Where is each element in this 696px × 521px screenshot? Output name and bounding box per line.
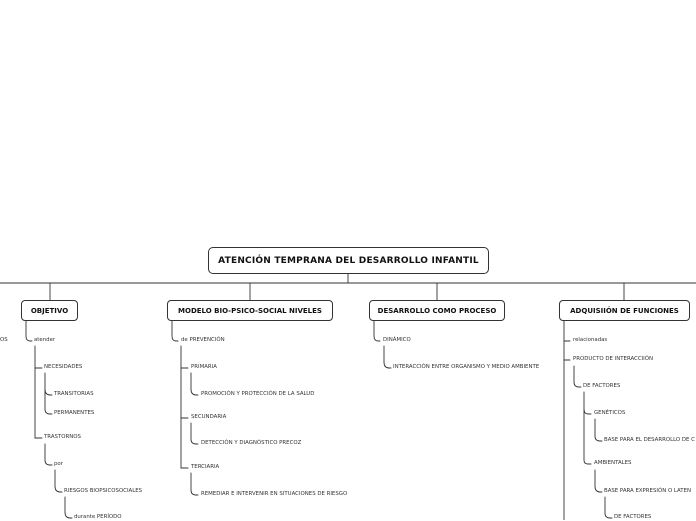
subtopic-ambientales[interactable]: AMBIENTALES (594, 460, 632, 466)
latencia-branch (605, 497, 612, 518)
por-branch (55, 470, 62, 492)
subtopic-deteccion-diagnostico[interactable]: DETECCIÓN Y DIAGNÓSTICO PRECOZ (201, 440, 302, 446)
subtopic-relacionadas[interactable]: relacionadas (573, 337, 608, 343)
subtopic-promocion-salud[interactable]: PROMOCIÓN Y PROTECCIÓN DE LA SALUD (201, 391, 315, 397)
atender-trunk (35, 346, 42, 438)
subtopic-interaccion-organismo[interactable]: INTERACCIÓN ENTRE ORGANISMO Y MEDIO AMBIENTE (393, 364, 540, 370)
topic-objetivo[interactable]: OBJETIVO (21, 300, 78, 321)
root-topic[interactable]: ATENCIÓN TEMPRANA DEL DESARROLLO INFANTIL (208, 247, 489, 274)
subtopic-secundaria[interactable]: SECUNDARIA (191, 414, 227, 420)
prevencion-trunk (181, 346, 188, 468)
secundaria-branch (191, 423, 198, 444)
primaria-branch (191, 373, 198, 395)
subtopic-durante-periodo[interactable]: durante PERÍODO (74, 514, 122, 520)
subtopic-riesgos-biopsicosociales[interactable]: RIESGOS BIOPSICOSOCIALES (64, 488, 143, 494)
subtopic-dinamico[interactable]: DINÁMICO (383, 337, 411, 343)
producto-branch (574, 366, 581, 387)
subtopic-base-desarrollo[interactable]: BASE PARA EL DESARROLLO DE C (604, 437, 695, 443)
dinamico-branch (384, 346, 391, 368)
subtopic-terciaria[interactable]: TERCIARIA (191, 464, 220, 470)
ambientales-branch (595, 470, 602, 492)
subtopic-transitorias[interactable]: TRANSITORIAS (54, 391, 94, 397)
desarrollo-dinamico-line (374, 320, 380, 341)
subtopic-de-factores[interactable]: DE FACTORES (583, 383, 621, 389)
necesidades-branch (45, 373, 52, 395)
subtopic-atender[interactable]: atender (34, 337, 56, 343)
geneticos-line (584, 409, 591, 414)
modelo-prevencion-line (172, 320, 178, 341)
subtopic-base-expresion[interactable]: BASE PARA EXPRESIÓN O LATEN (604, 488, 692, 494)
factores-trunk (584, 392, 591, 464)
topic-modelo-bio-psico-social[interactable]: MODELO BIO-PSICO-SOCIAL NIVELES (167, 300, 333, 321)
topic-adquisicion-de-funciones[interactable]: ADQUISIIÓN DE FUNCIONES (559, 300, 690, 321)
geneticos-branch (595, 419, 602, 441)
subtopic-geneticos[interactable]: GENÉTICOS (594, 410, 626, 416)
subtopic-de-prevencion[interactable]: de PREVENCIÓN (181, 337, 225, 343)
subtopic-por[interactable]: por (54, 461, 63, 467)
subtopic-remediar-intervenir[interactable]: REMEDIAR E INTERVENIR EN SITUACIONES DE RIESGO (201, 491, 348, 497)
subtopic-trastornos[interactable]: TRASTORNOS (44, 434, 81, 440)
subtopic-primaria[interactable]: PRIMARIA (191, 364, 217, 370)
objetivo-atender-line (26, 320, 32, 341)
subtopic-necesidades[interactable]: NECESIDADES (44, 364, 83, 370)
riesgos-branch (65, 497, 72, 518)
terciaria-branch (191, 473, 198, 495)
topic-desarrollo-como-proceso[interactable]: DESARROLLO COMO PROCESO (369, 300, 505, 321)
trastornos-branch (45, 444, 52, 465)
offscreen-leaf-label[interactable]: OS (0, 337, 8, 343)
subtopic-de-factores-2[interactable]: DE FACTORES (614, 514, 652, 520)
subtopic-producto-interaccion[interactable]: PRODUCTO DE INTERACCIIÓN (573, 356, 654, 362)
subtopic-permanentes[interactable]: PERMANENTES (54, 410, 95, 416)
